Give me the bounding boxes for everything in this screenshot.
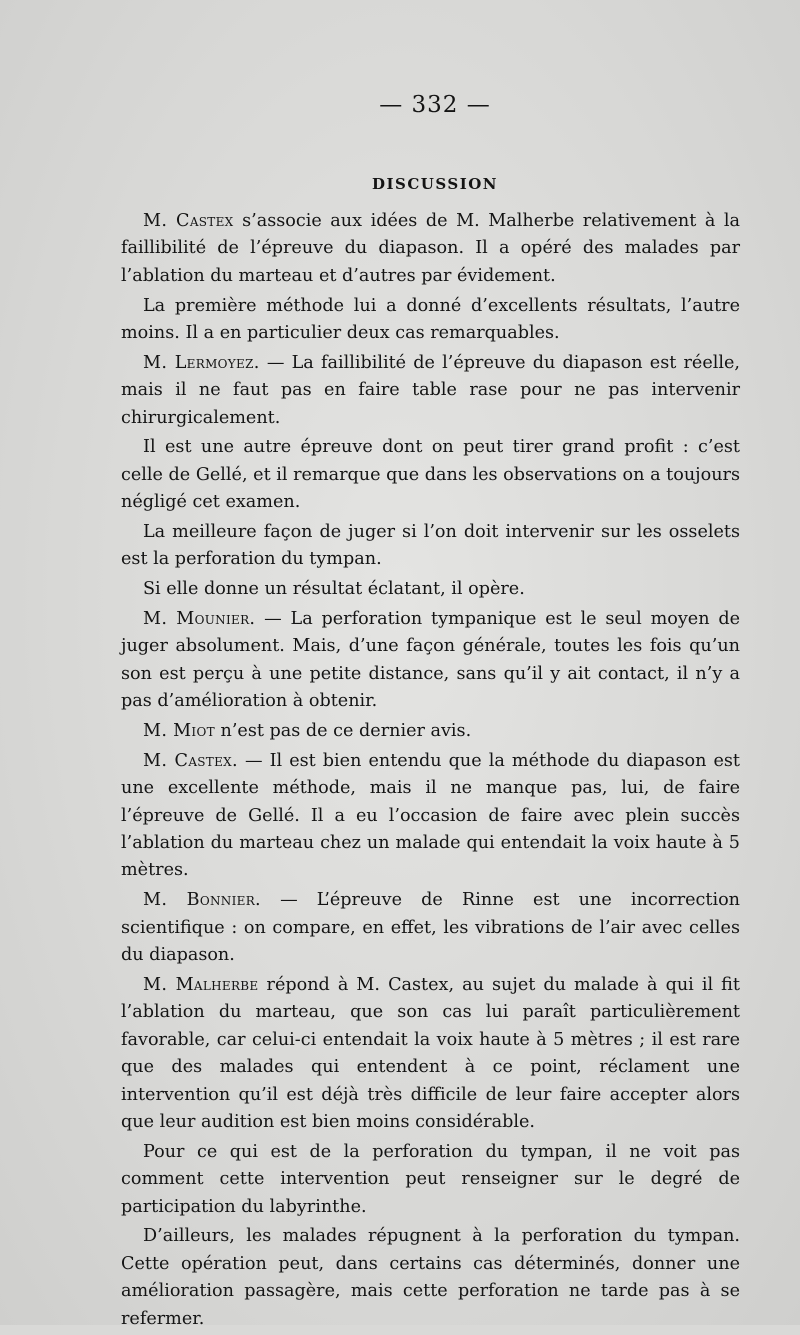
paragraph-text: Si elle donne un résultat éclatant, il opère.: [143, 579, 525, 600]
paragraph-text: répond à M. Castex, au sujet du malade à qui il fit l’ablation du marteau, que son cas lui paraît particulièrement favorable, car celui-ci entendait la voix haute à 5 mètres ; il est rare que des malades qui entendent à ce point, réclament une intervention qu’il est déjà très difficile de leur faire accepter alors que leur audition est bien moins considérable.: [121, 974, 740, 1132]
speaker-name: M. Lermoyez.: [143, 352, 260, 373]
speaker-name: M. Castex.: [143, 750, 238, 771]
speaker-name: M. Mounier.: [143, 609, 256, 630]
paragraph: [121, 208, 740, 290]
paragraph-text: La première méthode lui a donné d’excellents résultats, l’autre moins. Il a en particulier deux cas remarquables.: [121, 295, 740, 344]
paragraph-text: — La faillibilité de l’épreuve du diapason est réelle, mais il ne faut pas en faire table rase pour ne pas intervenir chirurgicalement.: [121, 352, 740, 428]
paragraph: [121, 293, 740, 348]
paragraph: [121, 748, 740, 885]
speaker-name: M. Bonnier.: [143, 890, 261, 911]
paragraph: [121, 434, 740, 516]
paragraph: [121, 576, 740, 603]
speaker-name: M. Castex: [143, 211, 234, 231]
paragraph: [121, 972, 740, 1136]
paragraph-text: s’associe aux idées de M. Malherbe relativement à la faillibilité de l’épreuve du diapason. Il a opéré des malades par l’ablation du marteau et d’autres par évidement.: [121, 211, 740, 286]
paragraph-text: — Il est bien entendu que la méthode du diapason est une excellente méthode, mais il ne manque pas, lui, de faire l’épreuve de Gellé. Il a eu l’occasion de faire avec plein succès l’ablation du marteau chez un malade qui entendait la voix haute à 5 mètres.: [121, 750, 740, 881]
paragraph: [121, 718, 740, 745]
speaker-name: M. Miot: [143, 721, 215, 742]
speaker-name: M. Malherbe: [143, 974, 259, 995]
paragraph-text: — L’épreuve de Rinne est une incorrection scientifique : on compare, en effet, les vibrations de l’air avec celles du diapason.: [121, 890, 740, 966]
paragraph: [121, 887, 740, 969]
paragraph-text: — La perforation tympanique est le seul moyen de juger absolument. Mais, d’une façon générale, toutes les fois qu’un son est perçu à une petite distance, sans qu’il y ait contact, il n’y a pas d’amélioration à obtenir.: [121, 609, 741, 712]
section-heading: DISCUSSION: [371, 175, 498, 193]
paragraph-text: n’est pas de ce dernier avis.: [214, 721, 472, 742]
page-number: — 332 —: [379, 92, 491, 118]
paragraph: [121, 606, 740, 716]
paragraph-text: D’ailleurs, les malades répugnent à la perforation du tympan. Cette opération peut, dans certains cas déterminés, donner une amélioration passagère, mais cette perforation ne tarde pas à se refermer.: [121, 1226, 740, 1329]
paragraph: [121, 519, 740, 574]
paragraph: [121, 1223, 740, 1333]
paragraph-text: La meilleure façon de juger si l’on doit intervenir sur les osselets est la perforation du tympan.: [121, 522, 740, 570]
discussion-body: [121, 208, 740, 1335]
paragraph: [121, 350, 740, 432]
paragraph: [121, 1139, 740, 1221]
paragraph-text: Pour ce qui est de la perforation du tympan, il ne voit pas comment cette intervention peut renseigner sur le degré de participation du labyrinthe.: [121, 1141, 740, 1217]
paragraph-text: Il est une autre épreuve dont on peut tirer grand profit : c’est celle de Gellé, et il remarque que dans les observations on a toujours négligé cet examen.: [121, 437, 740, 513]
